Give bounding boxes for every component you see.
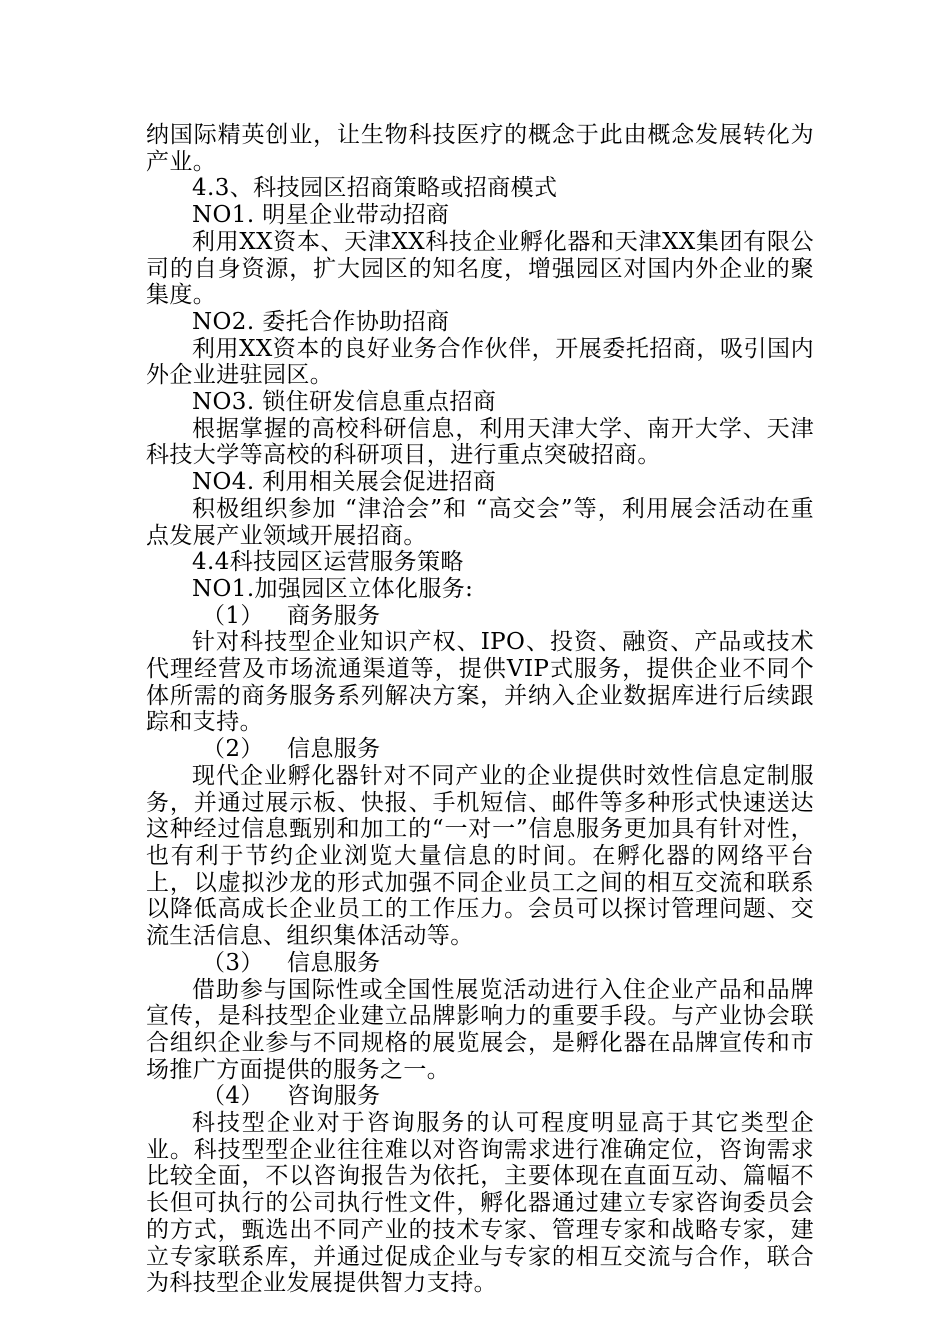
subheading-no1-star-enterprise: NO1. 明星企业带动招商	[192, 202, 450, 229]
paragraph-research: 根据掌握的高校科研信息，利用天津大学、南开大学、天津科技大学等高校的科研项目，进行重点突破招商。	[146, 415, 814, 469]
item-2-information-service: （2） 信息服务	[202, 736, 381, 763]
subheading-no4-exhibition: NO4. 利用相关展会促进招商	[192, 469, 497, 496]
paragraph-business-service: 针对科技型企业知识产权、IPO、投资、融资、产品或技术代理经营及市场流通渠道等，提供VIP式服务，提供企业不同个体所需的商务服务系列解决方案，并纳入企业数据库进行后续跟踪和支持。	[146, 629, 814, 736]
subheading-no2-entrusted: NO2. 委托合作协助招商	[192, 308, 450, 335]
document-body	[146, 122, 814, 1297]
subheading-no1-services: NO1.加强园区立体化服务:	[192, 575, 474, 602]
subheading-no3-research: NO3. 锁住研发信息重点招商	[192, 389, 497, 416]
section-heading-4-3: 4.3、科技园区招商策略或招商模式	[192, 175, 558, 202]
paragraph-brand-promotion: 借助参与国际性或全国性展览活动进行入住企业产品和品牌宣传，是科技型企业建立品牌影响力的重要手段。与产业协会联合组织企业参与不同规格的展览展会，是孵化器在品牌宣传和市场推广方面提供的服务之一。	[146, 976, 814, 1083]
paragraph-information-service: 现代企业孵化器针对不同产业的企业提供时效性信息定制服务，并通过展示板、快报、手机短信、邮件等多种形式快速送达这种经过信息甄别和加工的“一对一”信息服务更加具有针对性，也有利于节约企业浏览大量信息的时间。在孵化器的网络平台上，以虚拟沙龙的形式加强不同企业员工之间的相互交流和联系以降低高成长企业员工的工作压力。会员可以探讨管理问题、交流生活信息、组织集体活动等。	[146, 762, 814, 950]
item-1-business-service: （1） 商务服务	[202, 602, 381, 629]
paragraph-continuation: 纳国际精英创业，让生物科技医疗的概念于此由概念发展转化为产业。	[146, 122, 814, 175]
item-4-consulting-service: （4） 咨询服务	[202, 1083, 381, 1110]
paragraph-star-enterprise: 利用XX资本、天津XX科技企业孵化器和天津XX集团有限公司的自身资源，扩大园区的知名度，增强园区对国内外企业的聚集度。	[146, 228, 814, 309]
item-3-information-service: （3） 信息服务	[202, 949, 381, 976]
paragraph-entrusted: 利用XX资本的良好业务合作伙伴，开展委托招商，吸引国内外企业进驻园区。	[146, 335, 814, 389]
paragraph-exhibition: 积极组织参加 “津洽会”和 “高交会”等，利用展会活动在重点发展产业领域开展招商。	[146, 495, 814, 549]
section-heading-4-4: 4.4科技园区运营服务策略	[192, 549, 464, 576]
paragraph-consulting-service: 科技型企业对于咨询服务的认可程度明显高于其它类型企业。科技型型企业往往难以对咨询需求进行准确定位，咨询需求比较全面，不以咨询报告为依托，主要体现在直面互动、篇幅不长但可执行的公司执行性文件，孵化器通过建立专家咨询委员会的方式，甄选出不同产业的技术专家、管理专家和战略专家，建立专家联系库，并通过促成企业与专家的相互交流与合作，联合为科技型企业发展提供智力支持。	[146, 1110, 814, 1297]
